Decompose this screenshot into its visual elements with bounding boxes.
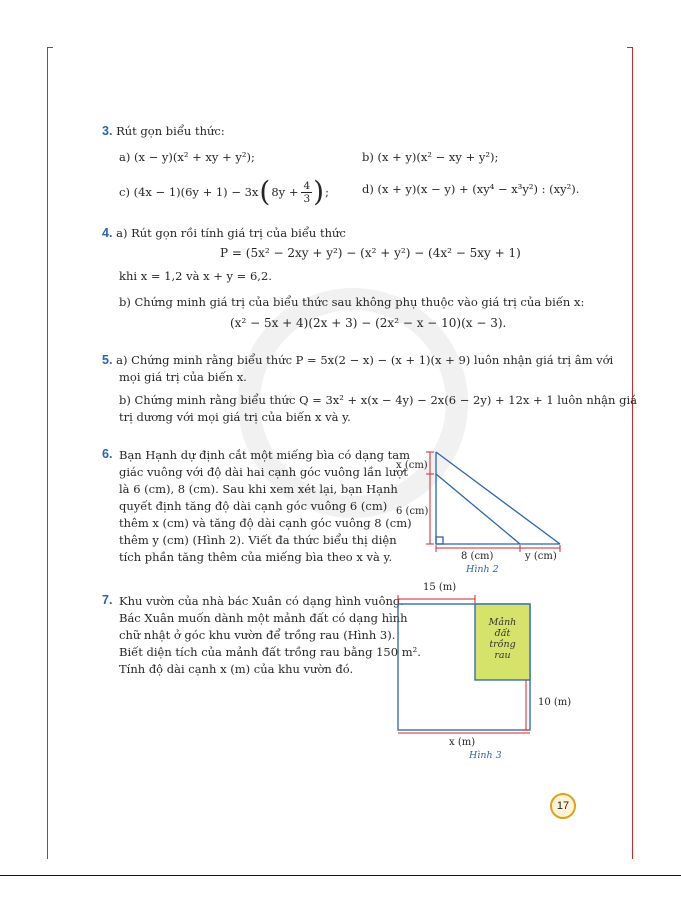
- exercise-3c-end: ;: [325, 185, 329, 199]
- exercise-3c-prefix: c) (4x − 1)(6y + 1) − 3x: [119, 185, 259, 199]
- frame-left-line: [47, 47, 48, 859]
- exercise-5b-line2: trị dương với mọi giá trị của biến x và y.: [119, 410, 351, 424]
- figure-3-caption: Hình 3: [469, 750, 502, 761]
- exercise-6-line-2: giác vuông với độ dài hai cạnh góc vuông lần lượt: [119, 465, 408, 479]
- figure-3-label-x: x (m): [449, 737, 476, 748]
- figure-2-label-6: 6 (cm): [396, 506, 429, 517]
- fraction: [301, 180, 312, 205]
- exercise-6-line-6: thêm y (cm) (Hình 2). Viết đa thức biểu thị diện: [119, 533, 397, 547]
- figure-3-garden: [390, 590, 580, 740]
- fraction-den: 3: [303, 192, 311, 205]
- figure-2-label-x: x (cm): [396, 460, 428, 471]
- right-angle-mark: [436, 537, 443, 544]
- figure-3-label-15: 15 (m): [423, 582, 457, 593]
- exercise-7-line-3: chữ nhật ở góc khu vườn để trồng rau (Hình 3).: [119, 628, 396, 642]
- exercise-7-number: 7.: [102, 593, 113, 607]
- exercise-3-title: Rút gọn biểu thức:: [116, 124, 225, 138]
- small-hypotenuse: [436, 474, 520, 544]
- exercise-5-number: 5.: [102, 353, 113, 367]
- exercise-5a-line1: [102, 352, 613, 368]
- exercise-3c: [119, 175, 329, 208]
- figure-2-label-y: y (cm): [525, 551, 557, 562]
- exercise-6-line-1: Bạn Hạnh dự định cắt một miếng bìa có dạng tam: [119, 448, 411, 462]
- exercise-4b-expression: (x² − 5x + 4)(2x + 3) − (2x² − x − 10)(x − 3).: [230, 316, 507, 330]
- big-hypotenuse: [436, 452, 560, 544]
- exercise-4a-intro: [102, 225, 346, 241]
- exercise-4a-text: a) Rút gọn rồi tính giá trị của biểu thức: [116, 226, 346, 240]
- exercise-6-number: 6.: [102, 447, 113, 461]
- frame-right-line: [632, 47, 633, 859]
- exercise-5a-text: a) Chứng minh rằng biểu thức P = 5x(2 − x) − (x + 1)(x + 9) luôn nhận giá trị âm với: [116, 353, 614, 367]
- garden-word-4: rau: [494, 650, 511, 661]
- exercise-7-line-4: Biết diện tích của mảnh đất trồng rau bằng 150 m².: [119, 645, 421, 659]
- exercise-4a-expression: P = (5x² − 2xy + y²) − (x² + y²) − (4x² − 5xy + 1): [220, 246, 521, 260]
- exercise-6-line-7: tích phần tăng thêm của miếng bìa theo x và y.: [119, 550, 393, 564]
- exercise-3c-inner: 8y +: [271, 185, 299, 199]
- bottom-edge: [0, 875, 681, 909]
- exercise-6-line-4: quyết định tăng độ dài cạnh góc vuông 6 (cm): [119, 499, 388, 513]
- figure-3-garden-label: [475, 617, 530, 661]
- fraction-num: 4: [303, 179, 311, 192]
- exercise-6-line-5: thêm x (cm) và tăng độ dài cạnh góc vuông 8 (cm): [119, 516, 412, 530]
- exercise-3a: a) (x − y)(x² + xy + y²);: [119, 150, 255, 164]
- paren-right: ): [313, 175, 325, 208]
- exercise-5a-line2: mọi giá trị của biến x.: [119, 370, 247, 384]
- exercise-3b: b) (x + y)(x² − xy + y²);: [362, 150, 499, 164]
- page-number: 17: [556, 800, 570, 812]
- exercise-4b-intro: b) Chứng minh giá trị của biểu thức sau không phụ thuộc vào giá trị của biến x:: [119, 295, 585, 309]
- exercise-4a-condition: khi x = 1,2 và x + y = 6,2.: [119, 269, 272, 283]
- exercise-3d: d) (x + y)(x − y) + (xy⁴ − x³y²) : (xy²).: [362, 182, 580, 196]
- exercise-6-line-3: là 6 (cm), 8 (cm). Sau khi xem xét lại, bạn Hạnh: [119, 482, 398, 496]
- page-number-badge: [550, 793, 576, 819]
- garden-word-3: trồng: [489, 639, 516, 650]
- exercise-7-line-1: Khu vườn của nhà bác Xuân có dạng hình vuông.: [119, 594, 404, 608]
- garden-word-1: Mảnh: [488, 617, 517, 628]
- figure-2-label-8: 8 (cm): [461, 551, 494, 562]
- exercise-7-line-5: Tính độ dài cạnh x (m) của khu vườn đó.: [119, 662, 354, 676]
- exercise-5b-line1: b) Chứng minh rằng biểu thức Q = 3x² + x(x − 4y) − 2x(6 − 2y) + 12x + 1 luôn nhận giá: [119, 393, 637, 407]
- garden-word-2: đất: [494, 628, 511, 639]
- exercise-3-heading: [102, 123, 225, 139]
- figure-3-label-10: 10 (m): [538, 697, 572, 708]
- exercise-7-line-2: Bác Xuân muốn dành một mảnh đất có dạng hình: [119, 611, 408, 625]
- figure-2-caption: Hình 2: [466, 564, 499, 575]
- paren-left: (: [259, 175, 271, 208]
- exercise-3-number: 3.: [102, 124, 113, 138]
- exercise-4-number: 4.: [102, 226, 113, 240]
